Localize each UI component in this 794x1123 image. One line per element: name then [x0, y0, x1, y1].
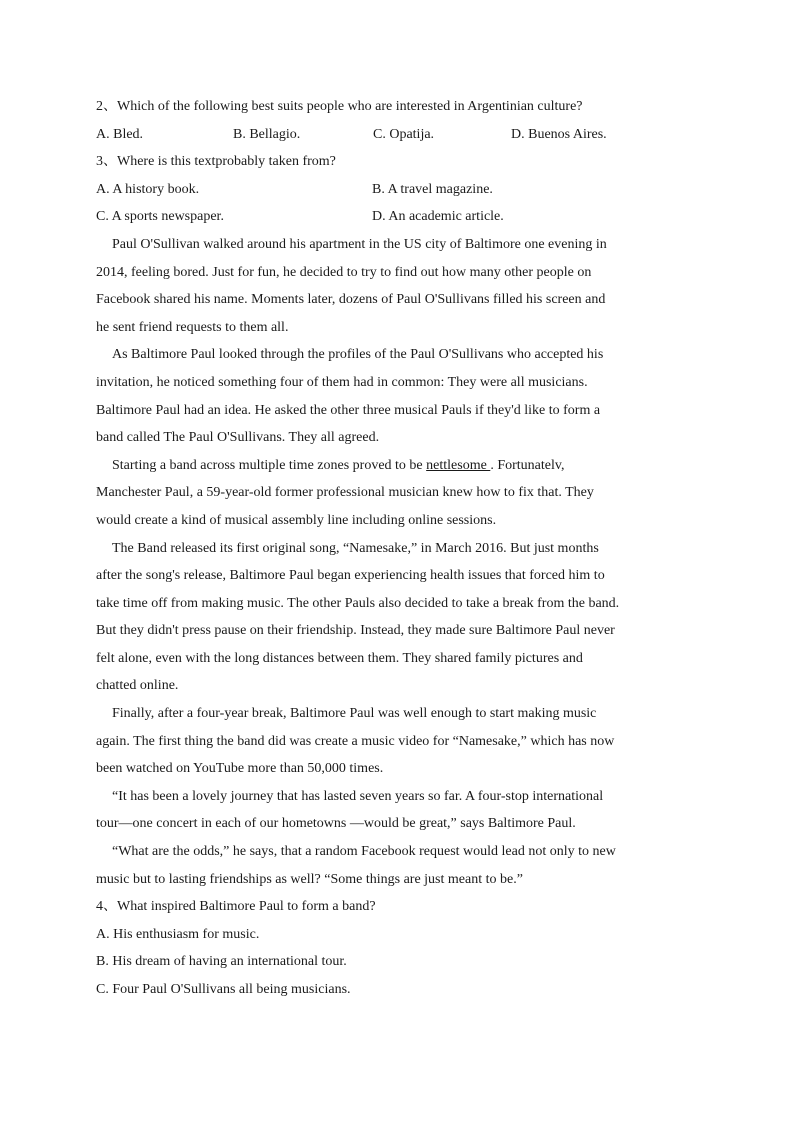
passage-line: tour—one concert in each of our hometowns —would be great,” says Baltimore Paul.	[96, 816, 576, 832]
passage-line: Manchester Paul, a 59-year-old former professional musician knew how to fix that. They	[96, 485, 594, 501]
passage-line: Paul O'Sullivan walked around his apartment in the US city of Baltimore one evening in	[112, 236, 607, 252]
reading-passage	[96, 234, 696, 896]
passage-line: take time off from making music. The other Pauls also decided to take a break from the band.	[96, 595, 620, 611]
passage-line: felt alone, even with the long distances between them. They shared family pictures and	[96, 650, 583, 666]
question-2-stem: 2、Which of the following best suits people who are interested in Argentinian culture?	[96, 99, 583, 114]
question-3-stem: 3、Where is this textprobably taken from?	[96, 154, 336, 170]
question-2-option-d: D. Buenos Aires.	[511, 126, 607, 142]
passage-line: music but to lasting friendships as well? “Some things are just meant to be.”	[96, 871, 523, 887]
passage-line: “What are the odds,” he says, that a random Facebook request would lead not only to new	[112, 844, 616, 860]
passage-line: chatted online.	[96, 678, 179, 694]
passage-line: Finally, after a four-year break, Baltimore Paul was well enough to start making music	[112, 706, 597, 722]
passage-line: Baltimore Paul had an idea. He asked the other three musical Pauls if they'd like to form a	[96, 402, 601, 418]
passage-line: he sent friend requests to them all.	[96, 319, 289, 335]
passage-text: Starting a band across multiple time zones proved to be	[112, 457, 427, 473]
question-2-options	[96, 124, 696, 152]
passage-line: The Band released its first original song, “Namesake,” in March 2016. But just months	[112, 540, 599, 556]
question-4-option-c: C. Four Paul O'Sullivans all being musicians.	[96, 982, 351, 997]
passage-line: 2014, feeling bored. Just for fun, he decided to try to find out how many other people on	[96, 264, 592, 280]
question-4-stem: 4、What inspired Baltimore Paul to form a band?	[96, 899, 376, 915]
passage-line: band called The Paul O'Sullivans. They all agreed.	[96, 430, 380, 446]
passage-line	[96, 455, 696, 483]
passage-text: . Fortunatelv,	[490, 457, 565, 473]
question-3-option-d: D. An academic article.	[372, 209, 504, 225]
underlined-word: nettlesome	[426, 457, 491, 473]
passage-line: after the song's release, Baltimore Paul began experiencing health issues that forced him to	[96, 568, 605, 584]
question-3-options-row-1	[96, 179, 696, 207]
passage-line: As Baltimore Paul looked through the profiles of the Paul O'Sullivans who accepted his	[112, 347, 604, 363]
question-2-option-b: B. Bellagio.	[233, 126, 301, 142]
question-2-option-a: A. Bled.	[96, 126, 144, 142]
passage-line: “It has been a lovely journey that has lasted seven years so far. A four-stop international	[112, 788, 604, 804]
question-3-option-b: B. A travel magazine.	[372, 181, 493, 197]
passage-line: would create a kind of musical assembly line including online sessions.	[96, 512, 497, 528]
document-body	[96, 96, 696, 1007]
passage-line: again. The first thing the band did was create a music video for “Namesake,” which has now	[96, 733, 615, 749]
question-4-option-a: A. His enthusiasm for music.	[96, 926, 260, 942]
question-2-option-c: C. Opatija.	[373, 126, 435, 142]
question-3-options-row-2	[96, 206, 696, 234]
passage-line: Facebook shared his name. Moments later, dozens of Paul O'Sullivans filled his screen and	[96, 292, 606, 308]
question-3-option-c: C. A sports newspaper.	[96, 209, 224, 225]
passage-line: invitation, he noticed something four of them had in common: They were all musicians.	[96, 374, 588, 390]
question-4-option-b: B. His dream of having an international tour.	[96, 954, 347, 970]
question-3-option-a: A. A history book.	[96, 181, 200, 197]
passage-line: been watched on YouTube more than 50,000 times.	[96, 761, 384, 777]
passage-line: But they didn't press pause on their friendship. Instead, they made sure Baltimore Paul never	[96, 623, 615, 639]
